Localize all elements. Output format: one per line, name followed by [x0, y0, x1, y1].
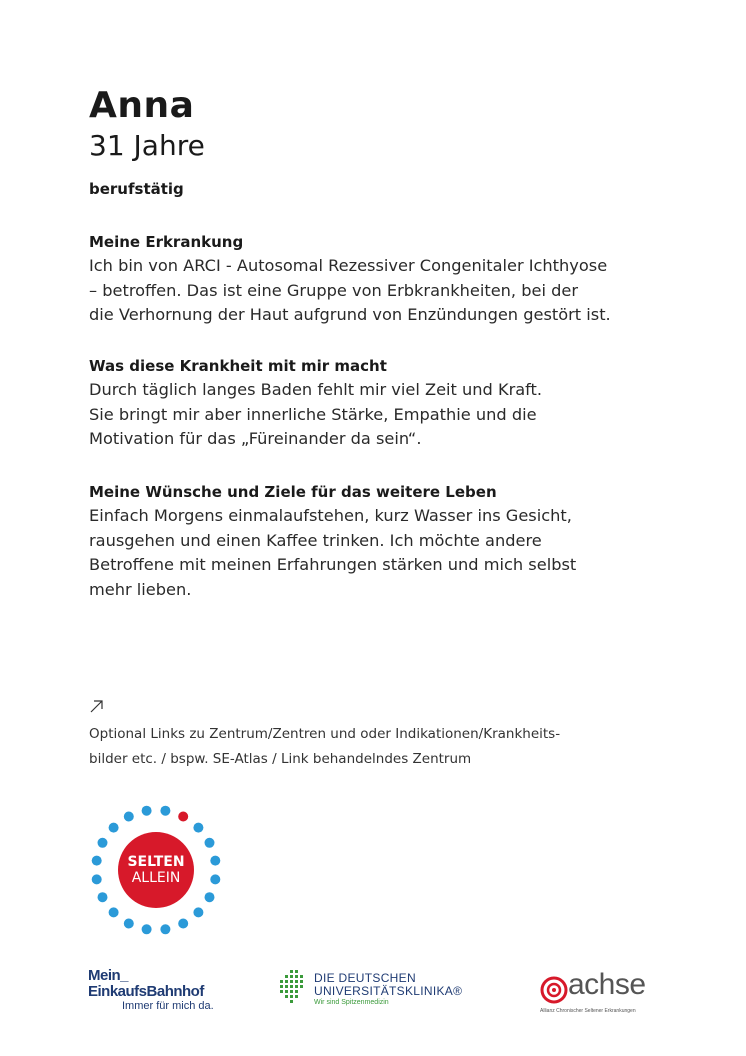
uniklinika-logo [280, 970, 480, 1018]
selten-allein-logo [86, 798, 226, 938]
section-heading: Meine Erkrankung [89, 233, 244, 251]
achse-logo [538, 968, 662, 1018]
logo-dot [210, 856, 220, 866]
section-line: Einfach Morgens einmalaufstehen, kurz Wasser ins Gesicht, [89, 506, 572, 525]
section-line: Motivation für das „Füreinander da sein“. [89, 429, 422, 448]
logo-dot [193, 907, 203, 917]
meb-line2: EinkaufsBahnhof [88, 983, 204, 1000]
uk-line1: DIE DEUTSCHEN [314, 971, 416, 985]
section-line: mehr lieben. [89, 579, 192, 599]
logo-dot [109, 823, 119, 833]
section-condition [89, 230, 689, 328]
logo-dot [98, 838, 108, 848]
section-heading: Was diese Krankheit mit mir macht [89, 357, 387, 375]
section-line: Durch täglich langes Baden fehlt mir viel Zeit und Kraft. [89, 380, 543, 399]
logo-dot [142, 806, 152, 816]
meb-tagline: Immer für mich da. [122, 1000, 214, 1012]
logo-dot [124, 812, 134, 822]
achse-mark-icon [540, 976, 568, 1004]
logo-dot [142, 924, 152, 934]
achse-wordmark: achse [568, 968, 646, 1001]
logo-dot [205, 892, 215, 902]
logo-dot [109, 907, 119, 917]
section-line: rausgehen und einen Kaffee trinken. Ich möchte andere [89, 530, 542, 550]
logo-dot [178, 919, 188, 929]
logo-dot [160, 806, 170, 816]
logo-dot [205, 838, 215, 848]
meb-line1: Mein_ [88, 967, 129, 984]
uk-line2: UNIVERSITÄTSKLINIKA® [314, 984, 463, 998]
section-line: Betroffene mit meinen Erfahrungen stärken und mich selbst [89, 555, 577, 574]
logo-dot [178, 812, 188, 822]
profile-age: 31 Jahre [89, 129, 205, 162]
section-line: Ich bin von ARCI - Autosomal Rezessiver Congenitaler Ichthyose [89, 256, 608, 275]
links-line: Optional Links zu Zentrum/Zentren und oder Indikationen/Krankheits- [89, 726, 561, 742]
uniklinika-mark-icon [280, 970, 306, 1006]
uniklinika-text [314, 972, 462, 1008]
achse-tagline: Allianz Chronischer Seltener Erkrankungen [540, 1008, 636, 1014]
section-heading: Meine Wünsche und Ziele für das weitere Leben [89, 483, 497, 501]
section-wishes [89, 480, 689, 602]
logo-dot [92, 856, 102, 866]
profile-status: berufstätig [89, 180, 184, 198]
arrow-up-right-icon[interactable] [89, 698, 105, 714]
logo-dot [160, 924, 170, 934]
logo-dot [210, 874, 220, 884]
einkaufsbahnhof-logo [88, 968, 218, 1018]
links-note[interactable] [89, 722, 649, 772]
logo-dot [92, 874, 102, 884]
logo-dot [193, 823, 203, 833]
links-line: bilder etc. / bspw. SE-Atlas / Link behandelndes Zentrum [89, 751, 472, 767]
section-impact [89, 354, 689, 452]
logo-text-allein: ALLEIN [131, 870, 181, 886]
logo-text-selten: SELTEN [127, 854, 185, 870]
section-line: – betroffen. Das ist eine Gruppe von Erbkrankheiten, bei der [89, 280, 578, 300]
logo-dot [98, 892, 108, 902]
profile-name: Anna [89, 85, 195, 126]
uk-tagline: Wir sind Spitzenmedizin [314, 999, 389, 1006]
section-line: die Verhornung der Haut aufgrund von Enzündungen gestört ist. [89, 305, 611, 324]
section-line: Sie bringt mir aber innerliche Stärke, Empathie und die [89, 404, 537, 424]
logo-dot [124, 919, 134, 929]
